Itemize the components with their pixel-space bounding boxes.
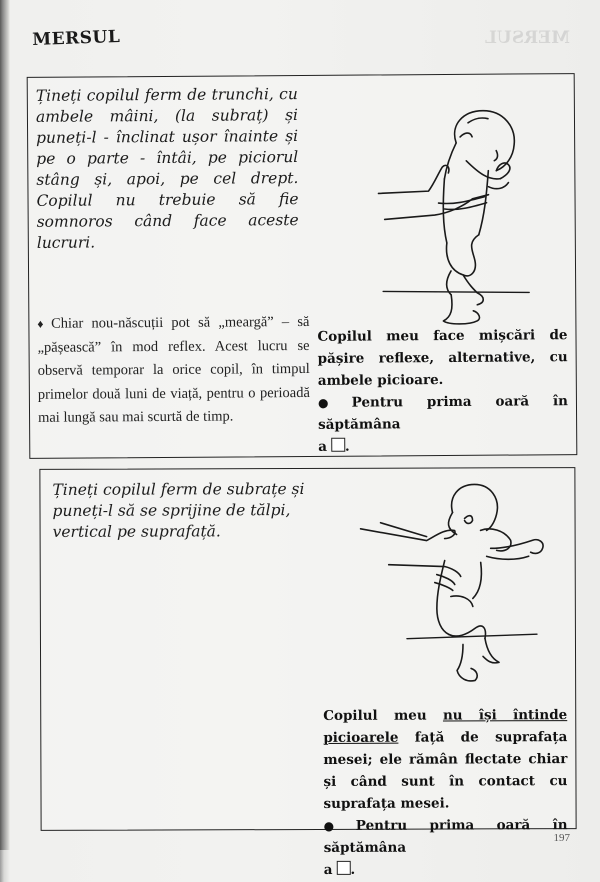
observation-block	[323, 704, 568, 881]
baby-supported-standing-illustration	[340, 478, 571, 689]
week-suffix: .	[350, 861, 356, 878]
week-prefix: a	[318, 438, 328, 455]
instruction-text: Țineți copilul ferm de subrațe și puneți-l să se sprijine de tălpi, vertical pe suprafață.	[52, 480, 305, 541]
observation-text-end: față de suprafața mesei; ele rămân flectate chiar și când sunt în contact cu suprafața mesei.	[323, 729, 568, 812]
first-time-label: Pentru prima oară în săptămâna	[318, 393, 568, 433]
observation-emphasis: nu își întinde picioarele	[323, 707, 568, 746]
observation-text-start: Copilul meu	[323, 707, 443, 724]
first-time-line	[324, 814, 568, 859]
bullet-icon: ●	[317, 395, 348, 410]
page-number: 197	[553, 832, 570, 844]
instruction-text: Țineți copilul ferm de trunchi, cu ambele mâini, (la subraț) și puneți-l - înclinat ușor înainte și pe o parte - întâi, pe piciorul stâng și, apoi, pe cel drept. Copilul nu trebuie să fie somnoros când face aceste lucruri.	[35, 85, 299, 252]
observation-text: Copilul meu face mișcări de pășire reflexe, alternative, cu ambele picioare.	[317, 327, 568, 389]
week-checkbox[interactable]	[336, 861, 350, 875]
first-time-line	[318, 390, 568, 436]
note-text: Chiar nou-născuții pot să „meargă” – să „pășească” în mod reflex. Acest lucru se observă temporar la orice copil, în timpul primelor două luni de viață, pentru o perioadă mai lungă sau mai scurtă de timp.	[37, 313, 310, 426]
section-title: MERSUL	[32, 26, 121, 50]
week-checkbox[interactable]	[331, 438, 345, 452]
first-time-label: Pentru prima oară în săptămâna	[323, 817, 568, 856]
observation-block	[317, 324, 568, 458]
bullet-icon: ●	[323, 818, 352, 833]
week-suffix: .	[344, 438, 350, 455]
bleed-through-title: MERSUL	[485, 28, 570, 48]
week-prefix: a	[323, 861, 333, 878]
book-spine-shadow	[0, 0, 10, 850]
milestone-box-stepping-reflex	[27, 73, 578, 459]
diamond-icon: ♦	[37, 316, 49, 331]
baby-stepping-reflex-illustration	[338, 74, 570, 326]
note-paragraph	[37, 311, 310, 430]
